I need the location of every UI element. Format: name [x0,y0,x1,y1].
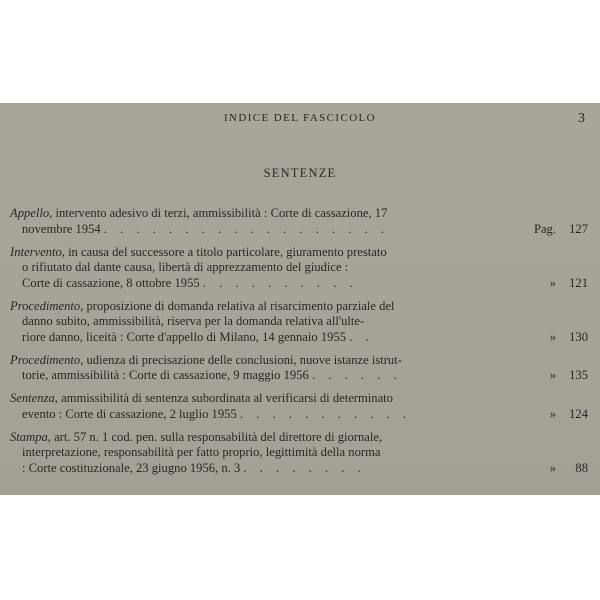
entry-last-line [10,368,588,384]
entry-last-line [10,407,588,423]
entry-text: , ammissibilità di sentenza subordinata al verificarsi di determinato [54,391,393,405]
entry-line [10,299,588,315]
entry-text: torie, ammissibilità : Corte di cassazione, 9 maggio 1956 [22,368,309,382]
page-label: » [549,460,556,475]
page-label: » [549,275,556,290]
page-ref: 88 [575,460,588,475]
index-entries [0,206,600,484]
entry-line: o rifiutato dal dante causa, libertà di apprezzamento del giudice : [22,260,349,274]
entry-last-line [10,222,588,238]
index-entry-sentenza [10,391,588,422]
entry-text: novembre 1954 [22,221,101,236]
entry-last-line [10,276,588,292]
entry-subject: Appello [10,206,50,220]
entry-last-line [10,330,588,346]
page-ref: 135 [569,368,588,382]
leader-dots: . . . . . . . . . . . [239,406,412,421]
entry-subject: Procedimento [10,298,81,313]
page-ref: 130 [569,329,588,344]
page-number: 3 [578,111,585,126]
leader-dots: . . . . . . . . [243,460,366,475]
entry-last-line [10,461,588,477]
entry-text: , udienza di precisazione delle conclusioni, nuove istanze istrut- [80,352,402,367]
entry-subject: Stampa [10,429,48,444]
section-title: SENTENZE [263,166,337,180]
entry-text: : Corte costituzionale, 23 giugno 1956, n. 3 [22,460,241,475]
entry-text: , art. 57 n. 1 cod. pen. sulla responsabilità del direttore di giornale, [47,429,383,444]
page-label: » [549,406,556,421]
page-ref: 121 [569,275,588,290]
entry-line: danno subito, ammissibilità, riserva per la domanda relativa all'ulte- [22,314,365,328]
page-label: » [549,329,556,344]
entry-text: , proposizione di domanda relativa al risarcimento parziale del [80,298,395,313]
entry-text: , in causa del successore a titolo particolare, giuramento prestato [61,244,387,259]
index-entry-intervento [10,245,588,292]
entry-text: evento : Corte di cassazione, 2 luglio 1955 [22,406,237,421]
page-ref: 124 [569,406,588,421]
leader-dots: . . . . . . . . . . [202,275,358,290]
entry-subject: Sentenza [10,391,55,405]
index-entry-procedimento-2 [10,353,588,384]
leader-dots: . . . . . . . . . . . . . . . . . . [103,221,390,236]
page-label: Pag. [533,221,556,236]
leader-dots: . . [349,329,374,344]
index-entry-appello [10,206,588,237]
entry-line [10,353,588,369]
running-head [0,111,600,127]
entry-text: Corte di cassazione, 8 ottobre 1955 [22,275,200,290]
running-title: INDICE DEL FASCICOLO [223,112,377,124]
entry-line [10,206,588,222]
index-entry-procedimento-1 [10,299,588,346]
page-ref: 127 [569,221,588,236]
entry-subject: Procedimento [10,352,81,367]
entry-line [10,245,588,261]
index-entry-stampa [10,430,588,477]
entry-line [10,391,588,407]
book-page [0,103,600,495]
entry-line: interpretazione, responsabilità per fatto proprio, legittimità della norma [22,445,381,459]
entry-subject: Intervento [10,244,62,259]
page-label: » [549,368,556,382]
leader-dots: . . . . . . [311,368,402,382]
entry-text: riore danno, liceità : Corte d'appello di Milano, 14 gennaio 1955 [22,329,347,344]
entry-line [10,430,588,446]
entry-text: , intervento adesivo di terzi, ammissibilità : Corte di cassazione, 17 [49,206,388,220]
